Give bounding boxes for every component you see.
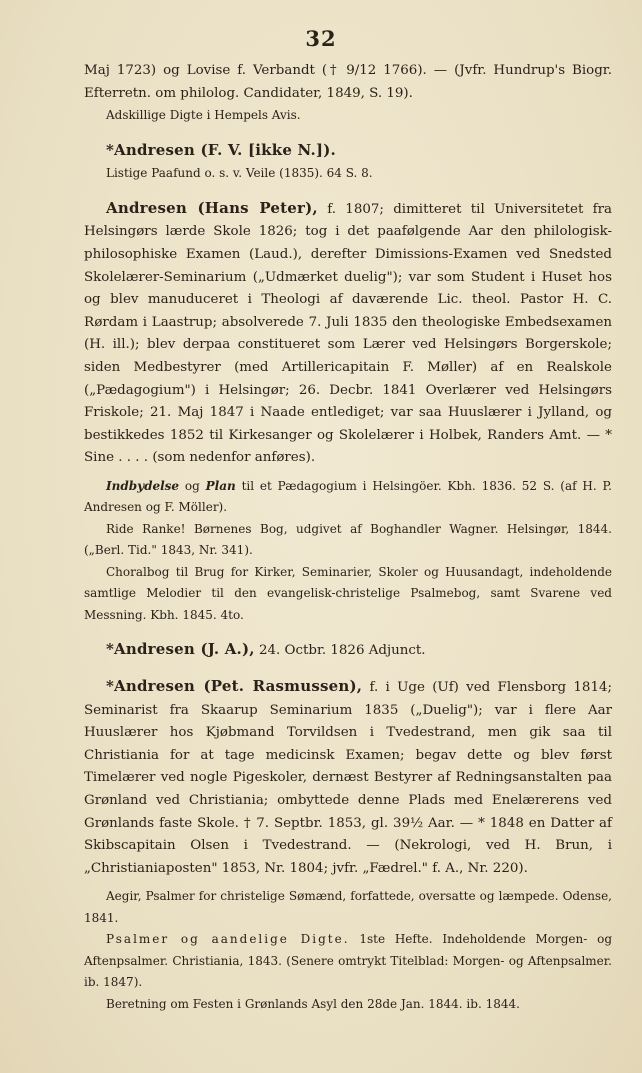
work-title: Indbydelse bbox=[106, 478, 180, 493]
entry-andresen-fv bbox=[84, 139, 612, 185]
entry-heading: *Andresen (J. A.), bbox=[106, 640, 255, 659]
work-listing: Listige Paafund o. s. v. Veile (1835). 64 S. 8. bbox=[106, 166, 373, 181]
entry-body bbox=[84, 197, 612, 470]
work-title: Psalmer og aandelige Digte. bbox=[106, 932, 350, 947]
entry-andresen-hans-peter bbox=[84, 197, 612, 627]
work-listing: Aegir, Psalmer for christelige Sømænd, forfattede, oversatte og læmpede. Odense, 1841. bbox=[84, 889, 612, 925]
entry-body bbox=[84, 675, 612, 880]
work-listing: Psalmer og aandelige Digte. 1ste Hefte. Indeholdende Morgen- og Aftenpsalmer. Christiania, 1843. (Senere omtrykt Titelblad: Morgen- og Aftenpsalmer. ib. 1847). bbox=[84, 932, 612, 990]
entry-andresen-ja bbox=[84, 638, 612, 663]
entry-continuation bbox=[84, 60, 612, 127]
work-listing: Indbydelse og Plan til et Pædagogium i Helsingöer. Kbh. 1836. 52 S. (af H. P. Andresen og F. Möller). bbox=[84, 478, 612, 515]
page-content bbox=[84, 60, 612, 1015]
entry-heading: Andresen (Hans Peter), bbox=[106, 198, 318, 217]
entry-text: 24. Octbr. 1826 Adjunct. bbox=[258, 643, 426, 659]
entry-text: f. 1807; dimitteret til Universitetet fra Helsingørs lærde Skole 1826; tog i det paafølgende Aar den philologisk-philosophiske Examen (Laud.), derefter Dimissions-Examen ved Snedsted Skolelærer-Seminarium („Udmærket duelig"); var som Student i Huset hos og blev manuduceret i Theologi af daværende Lic. theol. Pastor H. C. Rørdam i Laastrup; absolverede 7. Juli 1835 den theologiske Embedsexamen (H. ill.); blev derpaa constitueret som Lærer ved Helsingørs Borgerskole; siden Medbestyrer (med Artillericapitain F. Møller) af en Realskole („Pædagogium") i Helsingør; 26. Decbr. 1841 Overlærer ved Helsingørs Friskole; 21. Maj 1847 i Naade entlediget; var saa Huuslærer i Jylland, og bestikkedes 1852 til Kirkesanger og Skolelærer i Holbek, Randers Amt. — * Sine . . . . (som nedenfor anføres). bbox=[84, 201, 613, 466]
work-listing: Ride Ranke! Børnenes Bog, udgivet af Boghandler Wagner. Helsingør, 1844. („Berl. Tid." 1843, Nr. 341). bbox=[84, 521, 612, 558]
entry-heading: *Andresen (Pet. Rasmussen), bbox=[106, 677, 363, 695]
work-listing: Adskillige Digte i Hempels Avis. bbox=[106, 108, 301, 123]
entry-text: f. i Uge (Uf) ved Flensborg 1814; Seminarist fra Skaarup Seminarium 1835 („Duelig"); var i flere Aar Huuslærer hos Kjøbmand Torvildsen i Tvedestrand, men gik saa til Christiania for at tage medicinsk Examen; begav dette og blev først Timelærer ved nogle Pigeskoler, dernæst Bestyrer af Redningsanstalten paa Grønland ved Christiania; ombyttede denne Plads med Enelærerens ved Grønlands faste Skole. † 7. Septbr. 1853, gl. 39½ Aar. — * 1848 en Datter af Skibscapitain Olsen i Tvedestrand. — (Nekrologi, ved H. Brun, i „Christianiaposten" 1853, Nr. 1804; jvfr. „Fædrel." f. A., Nr. 220). bbox=[84, 680, 613, 876]
entry-andresen-pet-rasmussen bbox=[84, 675, 612, 1015]
work-listing: Beretning om Festen i Grønlands Asyl den 28de Jan. 1844. ib. 1844. bbox=[106, 996, 520, 1011]
entry-text: Maj 1723) og Lovise f. Verbandt († 9/12 1766). — (Jvfr. Hundrup's Biogr. Efterretn. om philolog. Candidater, 1849, S. 19). bbox=[84, 63, 612, 101]
work-title: Plan bbox=[205, 478, 236, 493]
work-listing: Choralbog til Brug for Kirker, Seminarier, Skoler og Huusandagt, indeholdende samtlige Melodier til den evangelisk-christelige Psalmebog, samt Svarene ved Messning. Kbh. 1845. 4to. bbox=[84, 564, 612, 622]
entry-heading: *Andresen (F. V. [ikke N.]). bbox=[106, 140, 336, 159]
page-number: 32 bbox=[305, 26, 337, 51]
